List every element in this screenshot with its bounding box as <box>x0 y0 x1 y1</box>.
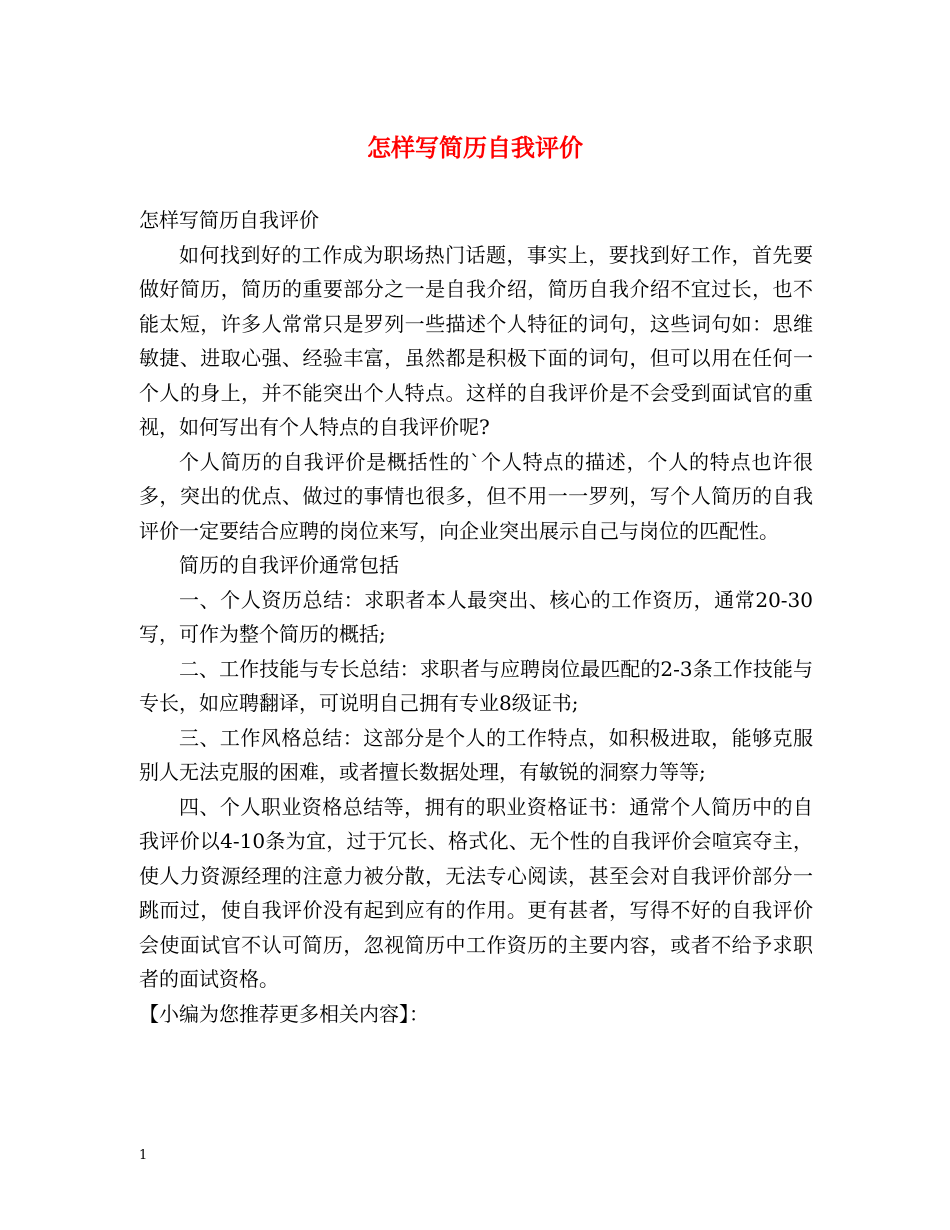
document-title: 怎样写简历自我评价 <box>367 133 583 162</box>
list-item-4: 四、个人职业资格总结等，拥有的职业资格证书：通常个人简历中的自我评价以4-10条为宜，过于冗长、格式化、无个性的自我评价会喧宾夺主，使人力资源经理的注意力被分散，无法专心阅读，甚至会对自我评价部分一跳而过，使自我评价没有起到应有的作用。更有甚者，写得不好的自我评价会使面试官不认可简历，忽视简历中工作资历的主要内容，或者不给予求职者的面试资格。 <box>139 794 813 991</box>
paragraph-intro: 如何找到好的工作成为职场热门话题，事实上，要找到好工作，首先要做好简历，简历的重要部分之一是自我介绍，简历自我介绍不宜过长，也不能太短，许多人常常只是罗列一些描述个人特征的词句，这些词句如：思维敏捷、进取心强、经验丰富，虽然都是积极下面的词句，但可以用在任何一个人的身上，并不能突出个人特点。这样的自我评价是不会受到面试官的重视，如何写出有个人特点的自我评价呢? <box>139 242 813 439</box>
body-heading: 怎样写简历自我评价 <box>139 208 319 232</box>
list-item-2: 二、工作技能与专长总结：求职者与应聘岗位最匹配的2-3条工作技能与专长，如应聘翻译，可说明自己拥有专业8级证书; <box>139 656 813 715</box>
paragraph-includes: 简历的自我评价通常包括 <box>179 553 399 577</box>
page-number: 1 <box>139 1148 148 1163</box>
list-item-3: 三、工作风格总结：这部分是个人的工作特点，如积极进取，能够克服别人无法克服的困难，或者擅长数据处理，有敏锐的洞察力等等; <box>139 725 813 784</box>
recommendation-line: 【小编为您推荐更多相关内容】： <box>139 1001 429 1026</box>
list-item-1: 一、个人资历总结：求职者本人最突出、核心的工作资历，通常20-30写，可作为整个简历的概括; <box>139 587 813 646</box>
paragraph-summary: 个人简历的自我评价是概括性的`个人特点的描述，个人的特点也许很多，突出的优点、做过的事情也很多，但不用一一罗列，写个人简历的自我评价一定要结合应聘的岗位来写，向企业突出展示自己与岗位的匹配性。 <box>139 449 813 543</box>
document-body <box>139 203 813 1031</box>
